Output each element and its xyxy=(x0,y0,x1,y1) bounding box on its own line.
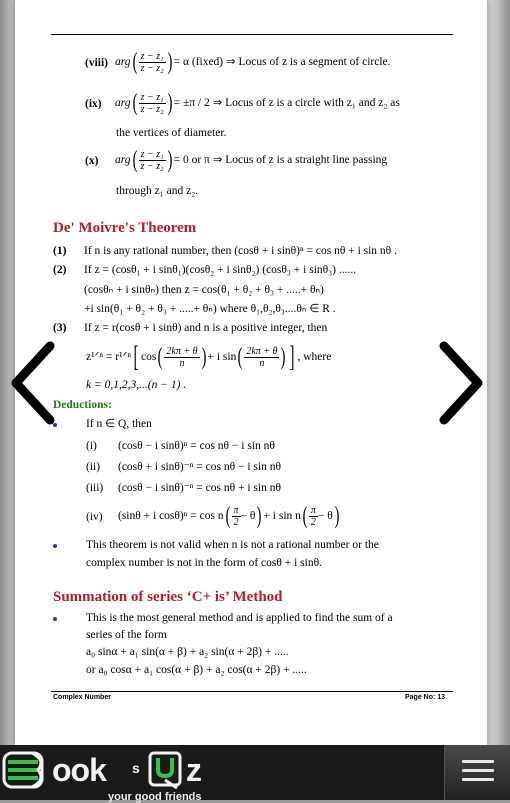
equation-line: a₀ sinα + a₁ sin(α + β) + a₂ sin(α + 2β) + ..... xyxy=(86,646,289,658)
fraction: $\frac{\text{z − z₁}}{\text{z − z₂}}$ xyxy=(140,50,164,74)
text-line: the vertices of diameter. xyxy=(116,127,227,139)
menu-button[interactable] xyxy=(444,745,510,800)
logo-text: z xyxy=(186,752,202,788)
item-number: (ii) xyxy=(86,461,101,473)
bottom-toolbar xyxy=(0,745,510,803)
next-page-button[interactable] xyxy=(432,338,492,428)
previous-page-button[interactable] xyxy=(6,338,66,428)
logo-text: s xyxy=(132,760,140,776)
equation-tail: = α (fixed) ⇒ Locus of z is a segment of circle. xyxy=(173,56,391,68)
item-number: (3) xyxy=(53,322,67,334)
footer-rule xyxy=(51,691,453,692)
fraction: $\frac{\pi}{2}$ xyxy=(310,504,316,528)
footer-chapter: Complex Number xyxy=(53,694,111,701)
text-line: If n ∈ Q, then xyxy=(86,418,152,430)
logo-tagline: your good friends xyxy=(108,791,202,803)
equation-line: arg( $\frac{\text{z − z₁}}{\text{z − z₂}}$ ) = α (fixed) ⇒ Locus of z is a segment of circle. xyxy=(115,49,391,76)
equation-line: (cosθ − i sinθ)ⁿ = cos nθ − i sin nθ xyxy=(118,440,275,452)
equation-line: arg( $\frac{\text{z − z₁}}{\text{z − z₂}}$ ) = ±π / 2 ⇒ Locus of z is a circle with z₁ and z₂ as xyxy=(115,90,400,117)
item-number: (viii) xyxy=(85,57,108,69)
header-rule xyxy=(51,34,453,35)
item-number: (2) xyxy=(53,264,67,276)
logo-text: ook xyxy=(52,752,106,788)
arg-label: arg xyxy=(115,154,131,166)
document-page xyxy=(15,0,487,745)
text-line: This theorem is not valid when n is not a rational number or the xyxy=(86,539,379,551)
equation-line: (sinθ + i cosθ)ⁿ = cos n( $\frac{\pi}{2}$ − θ) + i sin n( $\frac{\pi}{2}$ − θ) xyxy=(118,503,340,530)
item-number: (iv) xyxy=(86,511,103,523)
arg-label: arg xyxy=(115,97,131,109)
fraction: $\frac{2k\pi + \theta}{n}$ xyxy=(166,345,198,369)
item-number: (ix) xyxy=(85,98,102,110)
item-number: (i) xyxy=(86,440,97,452)
item-number: (1) xyxy=(53,245,67,257)
bullet xyxy=(53,617,57,621)
text-line: complex number is not in the form of cosθ + i sinθ. xyxy=(86,557,322,569)
equation-line: arg( $\frac{\text{z − z₁}}{\text{z − z₂}}$ ) = 0 or π ⇒ Locus of z is a straight line passing xyxy=(115,147,388,174)
chevron-right-icon xyxy=(432,338,492,428)
text-line: This is the most general method and is applied to find the sum of a xyxy=(86,612,393,624)
item-number: (iii) xyxy=(86,482,104,494)
equation-lhs: z¹ᐟⁿ = r¹ᐟⁿ xyxy=(86,351,132,363)
text-line: +i sin(θ₁ + θ₂ + θ₃ + .....+ θₙ) where θ₁,θ₂,θ₃....θₙ ∈ R . xyxy=(84,303,336,315)
fraction: $\frac{\text{z − z₁}}{\text{z − z₂}}$ xyxy=(140,91,164,115)
equation-line: (cosθ + i sinθ)⁻ⁿ = cos nθ − i sin nθ xyxy=(118,461,281,473)
q-logo-icon xyxy=(147,750,185,790)
text-line: If n is any rational number, then (cosθ + i sinθ)ⁿ = cos nθ + i sin nθ . xyxy=(84,245,397,257)
book-logo-icon xyxy=(2,750,48,790)
text-line: If z = (cosθ₁ + i sinθ₁)(cosθ₂ + i sinθ₂) (cosθ₃ + i sinθ₃) ...... xyxy=(84,264,357,276)
section-heading: De' Moivre's Theorem xyxy=(53,220,197,236)
app-logo xyxy=(0,748,215,803)
fraction: $\frac{\text{z − z₁}}{\text{z − z₂}}$ xyxy=(140,148,164,172)
deductions-label: Deductions: xyxy=(53,399,112,411)
chevron-left-icon xyxy=(6,338,66,428)
equation-tail: = 0 or π ⇒ Locus of z is a straight line passing xyxy=(173,154,388,166)
text-line: series of the form xyxy=(86,629,167,641)
equation-line: or a₀ cosα + a₁ cos(α + β) + a₂ cos(α + 2β) + ..... xyxy=(86,664,307,676)
fraction: $\frac{2k\pi + \theta}{n}$ xyxy=(246,345,278,369)
text-line: If z = r(cosθ + i sinθ) and n is a positive integer, then xyxy=(84,322,328,334)
footer-page-number: Page No: 13 xyxy=(405,694,446,701)
text-line: k = 0,1,2,3,...(n − 1) . xyxy=(86,379,187,391)
fraction: $\frac{\pi}{2}$ xyxy=(233,504,239,528)
item-number: (x) xyxy=(85,155,99,167)
equation-line: (cosθ − i sinθ)⁻ⁿ = cos nθ + i sin nθ xyxy=(118,482,281,494)
text-line: (cosθₙ + i sinθₙ) then z = cos(θ₁ + θ₂ + θ₃ + .....+ θₙ) xyxy=(84,284,324,296)
bullet xyxy=(53,544,57,548)
equation-tail: = ±π / 2 ⇒ Locus of z is a circle with z₁ and z₂ as xyxy=(173,97,400,109)
equation-line: z¹ᐟⁿ = r¹ᐟⁿ[ cos( $\frac{2k\pi + \theta}{n}$ ) + i sin( $\frac{2k\pi + \theta}{n}$ ) ] , where xyxy=(86,340,332,374)
arg-label: arg xyxy=(115,56,131,68)
text-line: through z₁ and z₂. xyxy=(116,185,199,197)
section-heading: Summation of series ‘C+ is’ Method xyxy=(53,589,283,605)
